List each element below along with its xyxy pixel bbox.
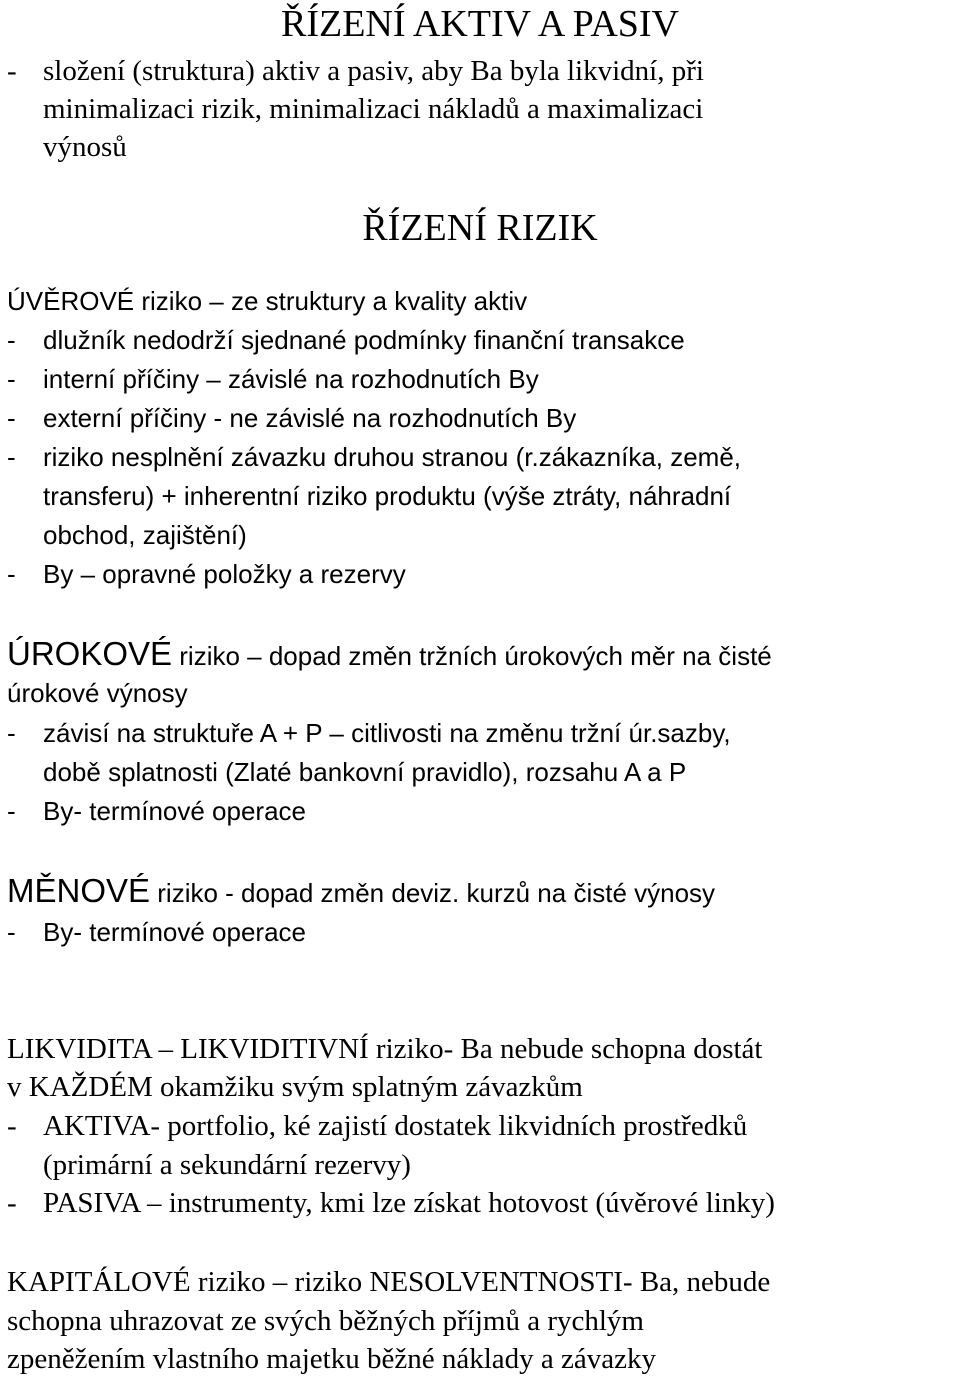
liquidity-item-1-cont: (primární a sekundární rezervy) (43, 1149, 411, 1181)
credit-item-3-text: externí příčiny - ne závislé na rozhodnutích By (43, 403, 577, 433)
liquidity-line-1: LIKVIDITA – LIKVIDITIVNÍ riziko- Ba nebude schopna dostát (7, 1033, 763, 1065)
interest-heading-caps: ÚROKOVÉ (7, 635, 173, 672)
assets-line-2: minimalizaci rizik, minimalizaci nákladů a maximalizaci (43, 93, 704, 125)
liquidity-item-2 (7, 1184, 775, 1222)
interest-heading-rest: riziko – dopad změn tržních úrokových měr na čisté (172, 641, 772, 671)
capital-line-1: KAPITÁLOVÉ riziko – riziko NESOLVENTNOSTI- Ba, nebude (7, 1266, 771, 1298)
dash: - (7, 718, 16, 748)
credit-item-4 (7, 438, 741, 476)
credit-item-4-cont-2: obchod, zajištění) (43, 520, 247, 550)
dash: - (7, 796, 16, 826)
credit-heading: ÚVĚROVÉ riziko – ze struktury a kvality aktiv (7, 286, 528, 316)
interest-item-2-text: By- termínové operace (43, 796, 307, 826)
capital-line-2: schopna uhrazovat ze svých běžných příjmů a rychlým (7, 1305, 644, 1337)
dash: - (7, 55, 17, 87)
interest-item-1 (7, 714, 731, 752)
liquidity-item-1 (7, 1107, 747, 1145)
dash: - (7, 403, 16, 433)
title-assets-liabilities: ŘÍZENÍ AKTIV A PASIV (281, 3, 679, 45)
credit-item-2-text: interní příčiny – závislé na rozhodnutích By (43, 364, 539, 394)
dash: - (7, 1110, 17, 1142)
dash: - (7, 442, 16, 472)
liquidity-item-1-text: AKTIVA- portfolio, ké zajistí dostatek likvidních prostředků (43, 1110, 748, 1142)
interest-item-1-cont: době splatnosti (Zlaté bankovní pravidlo), rozsahu A a P (43, 757, 687, 787)
credit-item-4-cont-1: transferu) + inherentní riziko produktu (výše ztráty, náhradní (43, 481, 732, 511)
assets-line-1-text: složení (struktura) aktiv a pasiv, aby Ba byla likvidní, při (43, 55, 704, 87)
credit-item-1 (7, 321, 685, 359)
capital-line-3: zpeněžením vlastního majetku běžné náklady a závazky (7, 1343, 656, 1375)
interest-heading-cont: úrokové výnosy (7, 678, 188, 708)
liquidity-item-2-text: PASIVA – instrumenty, kmi lze získat hotovost (úvěrové linky) (43, 1187, 775, 1219)
credit-item-3 (7, 399, 576, 437)
interest-heading (7, 635, 772, 675)
interest-item-2 (7, 792, 306, 830)
assets-line-3: výnosů (43, 131, 127, 163)
currency-item-1-text: By- termínové operace (43, 917, 307, 947)
credit-item-1-text: dlužník nedodrží sjednané podmínky finanční transakce (43, 325, 685, 355)
dash: - (7, 325, 16, 355)
currency-heading-caps: MĚNOVÉ (7, 872, 151, 909)
liquidity-line-2: v KAŽDÉM okamžiku svým splatným závazkům (7, 1071, 583, 1103)
credit-item-5-text: By – opravné položky a rezervy (43, 559, 406, 589)
credit-item-5 (7, 555, 406, 593)
dash: - (7, 559, 16, 589)
dash: - (7, 1187, 17, 1219)
currency-item-1 (7, 913, 306, 951)
currency-heading (7, 872, 715, 912)
dash: - (7, 917, 16, 947)
dash: - (7, 364, 16, 394)
interest-item-1-text: závisí na struktuře A + P – citlivosti na změnu tržní úr.sazby, (43, 718, 731, 748)
currency-heading-rest: riziko - dopad změn deviz. kurzů na čisté výnosy (150, 878, 716, 908)
title-risk-management: ŘÍZENÍ RIZIK (362, 207, 598, 249)
credit-item-2 (7, 360, 539, 398)
assets-line-1 (7, 52, 704, 90)
credit-item-4-text: riziko nesplnění závazku druhou stranou (r.zákazníka, země, (43, 442, 742, 472)
